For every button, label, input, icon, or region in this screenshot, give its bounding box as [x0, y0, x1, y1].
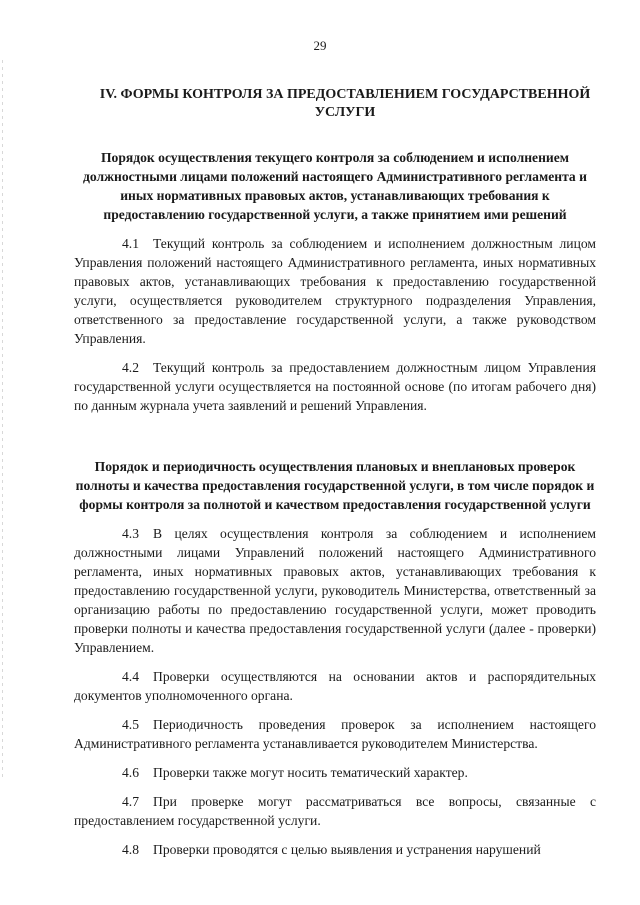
page-number: 29 [313, 38, 327, 53]
paragraph-number: 4.2 [122, 360, 139, 375]
paragraph-4-8 [74, 840, 596, 859]
paragraph-4-7 [74, 792, 596, 830]
scan-edge-artifact [2, 60, 3, 780]
paragraph-number: 4.6 [122, 765, 139, 780]
paragraph-4-4 [74, 667, 596, 705]
paragraph-number: 4.7 [122, 794, 139, 809]
paragraph-4-5 [74, 715, 596, 753]
paragraph-text: В целях осуществления контроля за соблюдением и исполнением должностными лицами Управлений положений настоящего Административного регламента, иных нормативных правовых актов, устанавливающих требования к предоставлению государственной услуги, руководитель Министерства, ответственный за организацию работы по предоставлению государственной услуги, может проводить проверки полноты и качества предоставления государственной услуги (далее - проверки) Управлением. [74, 526, 596, 655]
paragraph-text: Проверки проводятся с целью выявления и устранения нарушений [153, 842, 541, 857]
paragraph-number: 4.3 [122, 526, 139, 541]
document-body [74, 86, 596, 859]
section-heading-current-control: Порядок осуществления текущего контроля за соблюдением и исполнением должностными лицами положений настоящего Административного регламента и иных нормативных правовых актов, устанавливающих требования к предоставлению государственной услуги, а также принятием ими решений [83, 150, 587, 222]
paragraph-4-1 [74, 234, 596, 348]
paragraph-number: 4.5 [122, 717, 139, 732]
section-heading-inspections: Порядок и периодичность осуществления плановых и внеплановых проверок полноты и качества предоставления государственной услуги, в том числе порядок и формы контроля за полнотой и качеством предоставления государственной услуги [75, 459, 595, 512]
paragraph-text: Текущий контроль за предоставлением должностным лицом Управления государственной услуги осуществляется на постоянной основе (по итогам рабочего дня) по данным журнала учета заявлений и решений Управления. [74, 360, 596, 413]
paragraph-number: 4.8 [122, 842, 139, 857]
paragraph-4-6 [74, 763, 596, 782]
paragraph-text: Текущий контроль за соблюдением и исполнением должностным лицом Управления положений настоящего Административного регламента, иных нормативных правовых актов, устанавливающих требования к предоставлению государственной услуги, осуществляется руководителем структурного подразделения Управления, ответственного за предоставление государственной услуги, а также руководством Управления. [74, 236, 596, 346]
paragraph-number: 4.1 [122, 236, 139, 251]
chapter-title: IV. ФОРМЫ КОНТРОЛЯ ЗА ПРЕДОСТАВЛЕНИЕМ ГОСУДАРСТВЕННОЙ УСЛУГИ [99, 87, 591, 120]
paragraph-text: При проверке могут рассматриваться все вопросы, связанные с предоставлением государственной услуги. [74, 794, 596, 828]
paragraph-text: Периодичность проведения проверок за исполнением настоящего Административного регламента устанавливается руководителем Министерства. [74, 717, 596, 751]
paragraph-text: Проверки также могут носить тематический характер. [153, 765, 468, 780]
paragraph-4-3 [74, 524, 596, 657]
paragraph-4-2 [74, 358, 596, 415]
paragraph-text: Проверки осуществляются на основании актов и распорядительных документов уполномоченного органа. [74, 669, 596, 703]
paragraph-number: 4.4 [122, 669, 139, 684]
